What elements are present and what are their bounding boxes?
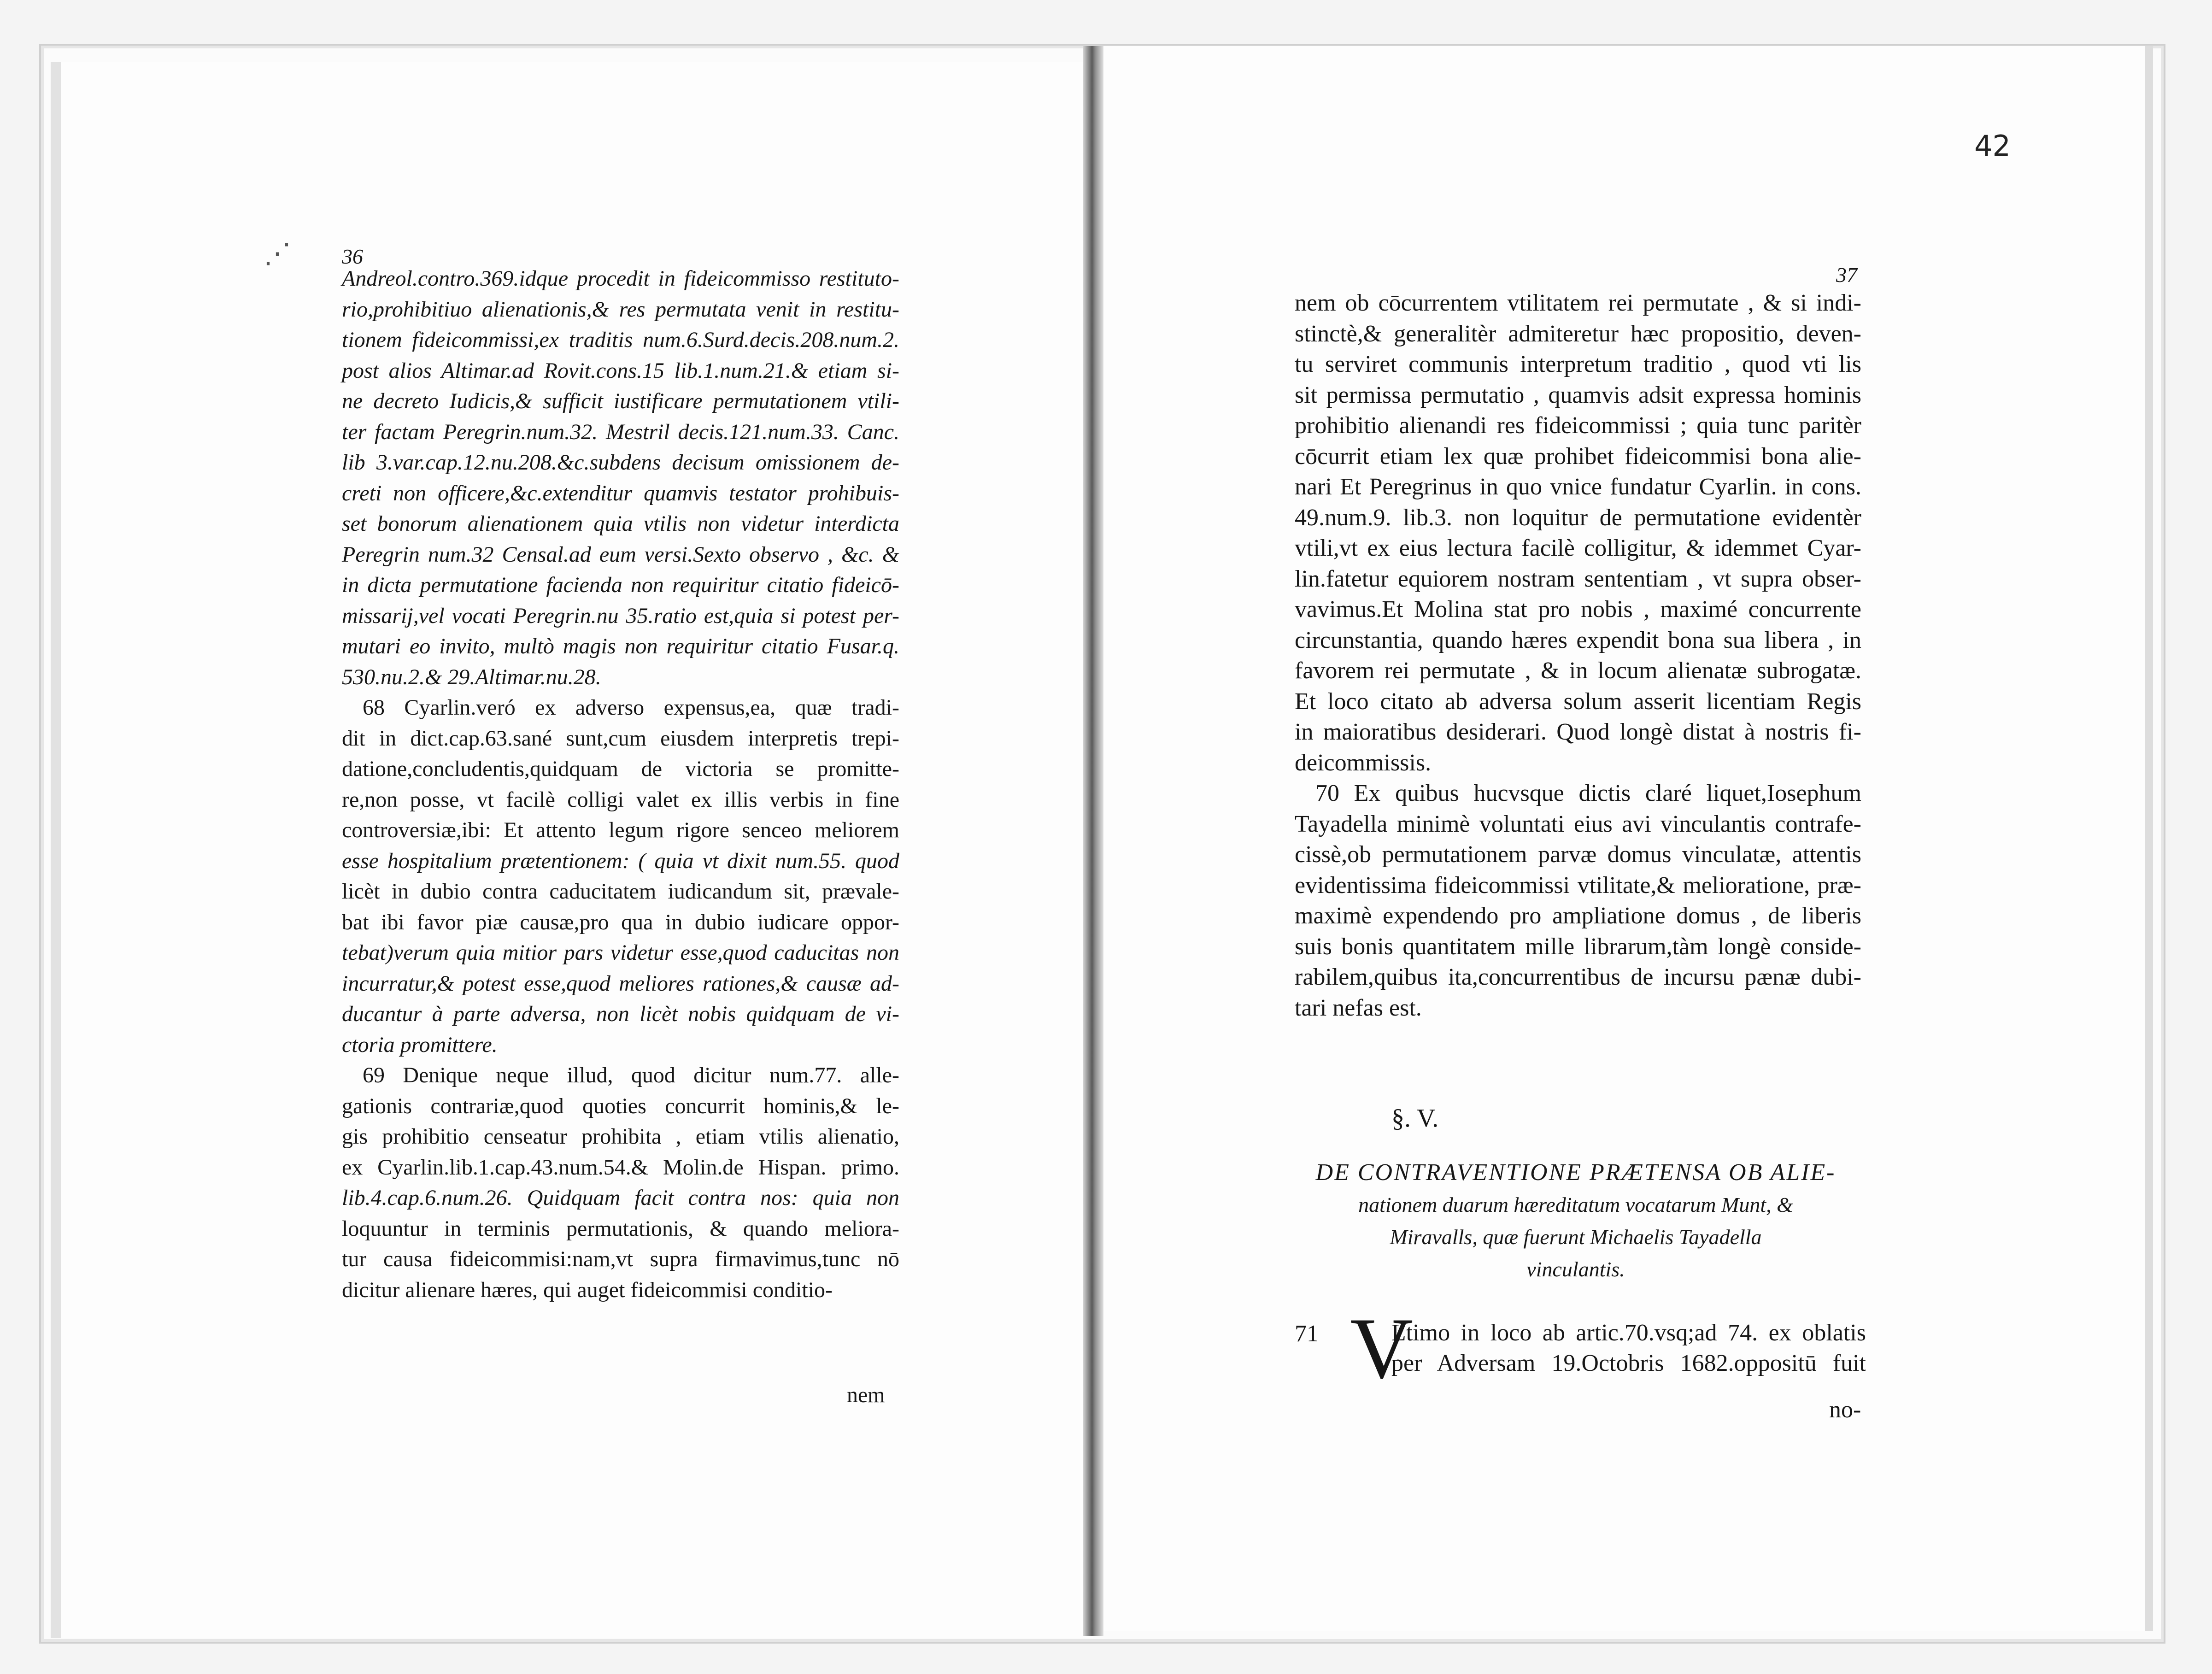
right-text-line: evidentissima fideicommissi vtilitate,& melioratione, præ- [1295,872,1861,899]
left-text-line: mutari eo invito, multò magis non requiritur citatio Fusar.q. [342,634,899,658]
section-heading [1290,1157,1861,1286]
paragraph-71 [1295,1300,1866,1397]
left-text-line: Peregrin num.32 Censal.ad eum versi.Sexto observo , &c. & [342,542,899,567]
left-text-line: licèt in dubio contra caducitatem iudicandum sit, prævale- [342,879,899,904]
left-text-line: dit in dict.cap.63.sané sunt,cum eiusdem interpretis trepi- [342,726,899,751]
left-text-line: ne decreto Iudicis,& sufficit iustificare permutationem vtili- [342,389,899,413]
left-text-line: lib 3.var.cap.12.nu.208.&c.subdens decisum omissionem de- [342,450,899,475]
right-text-line: tari nefas est. [1295,994,1422,1021]
right-page-number: 37 [1836,263,1857,287]
right-text-line: Tayadella minimè voluntati eius avi vinculantis contrafe- [1295,811,1861,837]
right-text-line: nari Et Peregrinus in quo vnice fundatur Cyarlin. in cons. [1295,474,1861,500]
drop-cap: V [1350,1300,1414,1397]
left-text-line: rio,prohibitiuo alienationis,& res permutata venit in restitu- [342,297,899,322]
right-text-line: tu serviret communis interpretum traditio , quod vti lis [1295,351,1861,377]
left-text-line: datione,concludentis,quidquam de victoria se promitte- [342,757,899,781]
left-text-line: tionem fideicommissi,ex traditis num.6.Surd.decis.208.num.2. [342,328,899,352]
section-heading-line: vinculantis. [1526,1257,1625,1281]
left-text-line: creti non officere,&c.extenditur quamvis testator prohibuis- [342,481,899,505]
left-text-line: in dicta permutatione facienda non requiritur citatio fideicō- [342,573,899,597]
para71-line: per Adversam 19.Octobris 1682.oppositū fuit [1391,1350,1866,1376]
right-text-line: rabilem,quibus ita,concurrentibus de incursu pænæ dubi- [1295,964,1861,990]
section-mark: §. V. [1391,1104,1439,1133]
right-page-body [1295,288,1861,1023]
left-text-line: tebat)verum quia mitior pars videtur esse,quod caducitas non [342,940,899,965]
right-text-line: Et loco citato ab adversa solum asserit licentiam Regis [1295,688,1861,715]
left-text-line: ctoria promittere. [342,1032,498,1057]
left-text-line: ducantur à parte adversa, non licèt nobis quidquam de vi- [342,1002,899,1026]
left-catchword: nem [847,1383,885,1407]
right-catchword: no- [1829,1397,1861,1423]
left-page-number: 36 [342,245,363,268]
left-text-line: incurratur,& potest esse,quod meliores rationes,& causæ ad- [342,971,899,996]
left-text-line: 68 Cyarlin.veró ex adverso expensus,ea, quæ tradi- [363,695,899,720]
right-text-line: suis bonis quantitatem mille librarum,tàm longè conside- [1295,933,1861,960]
left-text-line: lib.4.cap.6.num.26. Quidquam facit contra nos: quia non [342,1186,899,1210]
page-speck: ⋰ [264,238,291,269]
right-text-line: deicommissis. [1295,749,1432,776]
right-text-line: circunstantia, quando hæres expendit bona sua libera , in [1295,627,1861,653]
left-text-line: loquuntur in terminis permutationis, & quando meliora- [342,1216,899,1241]
left-text-line: esse hospitalium prætentionem: ( quia vt dixit num.55. quod [342,848,899,873]
left-text-line: controversiæ,ibi: Et attento legum rigore senceo meliorem [342,818,899,842]
right-text-line: vavimus.Et Molina stat pro nobis , maximé concurrente [1295,596,1861,623]
left-text-line: tur causa fideicommisi:nam,vt supra firmavimus,tunc nō [342,1247,899,1271]
right-text-line: 70 Ex quibus hucvsque dictis claré liquet,Iosephum [1315,780,1861,806]
left-text-line: 530.nu.2.& 29.Altimar.nu.28. [342,664,601,689]
right-text-line: lin.fatetur equiorem nostram sententiam , vt supra obser- [1295,565,1861,592]
book-gutter [1083,46,1103,1636]
right-text-line: prohibitio alienandi res fideicommissi ; quia tunc paritèr [1295,412,1861,439]
left-text-line: re,non posse, vt facilè colligi valet ex illis verbis in fine [342,787,899,812]
left-text-line: bat ibi favor piæ causæ,pro qua in dubio iudicare oppor- [342,910,899,934]
right-text-line: nem ob cōcurrentem vtilitatem rei permutate , & si indi- [1295,290,1861,316]
right-text-line: in maioratibus desiderari. Quod longè distat à nostris fi- [1295,719,1861,745]
paragraph-number: 71 [1295,1321,1319,1347]
left-text-line: post alios Altimar.ad Rovit.cons.15 lib.1.num.21.& etiam si- [342,358,899,383]
section-heading-line: nationem duarum hæreditatum vocatarum Munt, & [1358,1193,1793,1216]
right-text-line: maximè expendendo pro ampliatione domus , de liberis [1295,903,1861,929]
right-text-line: vtili,vt ex eius lectura facilè colligitur, & idemmet Cyar- [1295,535,1861,561]
left-text-line: dicitur alienare hæres, qui auget fideicommisi conditio- [342,1277,833,1302]
left-text-line: Andreol.contro.369.idque procedit in fideicommisso restituto- [342,266,899,291]
section-heading-line: DE CONTRAVENTIONE PRÆTENSA OB ALIE- [1315,1159,1836,1186]
left-text-line: ex Cyarlin.lib.1.cap.43.num.54.& Molin.de Hispan. primo. [342,1155,899,1180]
para71-line: Ltimo in loco ab artic.70.vsq;ad 74. ex oblatis [1391,1320,1866,1346]
section-heading-line: Miravalls, quæ fuerunt Michaelis Tayadella [1390,1225,1762,1249]
right-text-line: stinctè,& generalitèr admiteretur hæc propositio, deven- [1295,320,1861,347]
right-text-line: sit permissa permutatio , quamvis adsit expressa hominis [1295,382,1861,408]
left-text-line: set bonorum alienationem quia vtilis non videtur interdicta [342,511,899,536]
right-text-line: 49.num.9. lib.3. non loquitur de permutatione evidentèr [1295,504,1861,531]
left-text-line: gationis contrariæ,quod quoties concurrit hominis,& le- [342,1093,899,1118]
left-text-line: 69 Denique neque illud, quod dicitur num.77. alle- [363,1063,899,1087]
right-text-line: cōcurrit etiam lex quæ prohibet fideicommisi bona alie- [1295,443,1861,470]
right-text-line: cissè,ob permutationem parvæ domus vinculatæ, attentis [1295,841,1861,868]
right-text-line: favorem rei permutate , & in locum alienatæ subrogatæ. [1295,658,1861,684]
handwritten-folio-number: 42 [1974,129,2011,163]
left-text-line: missarij,vel vocati Peregrin.nu 35.ratio est,quia si potest per- [342,603,899,628]
left-page-body [342,264,899,1305]
left-text-line: ter factam Peregrin.num.32. Mestril decis.121.num.33. Canc. [342,419,899,444]
left-text-line: gis prohibitio censeatur prohibita , etiam vtilis alienatio, [342,1124,899,1149]
